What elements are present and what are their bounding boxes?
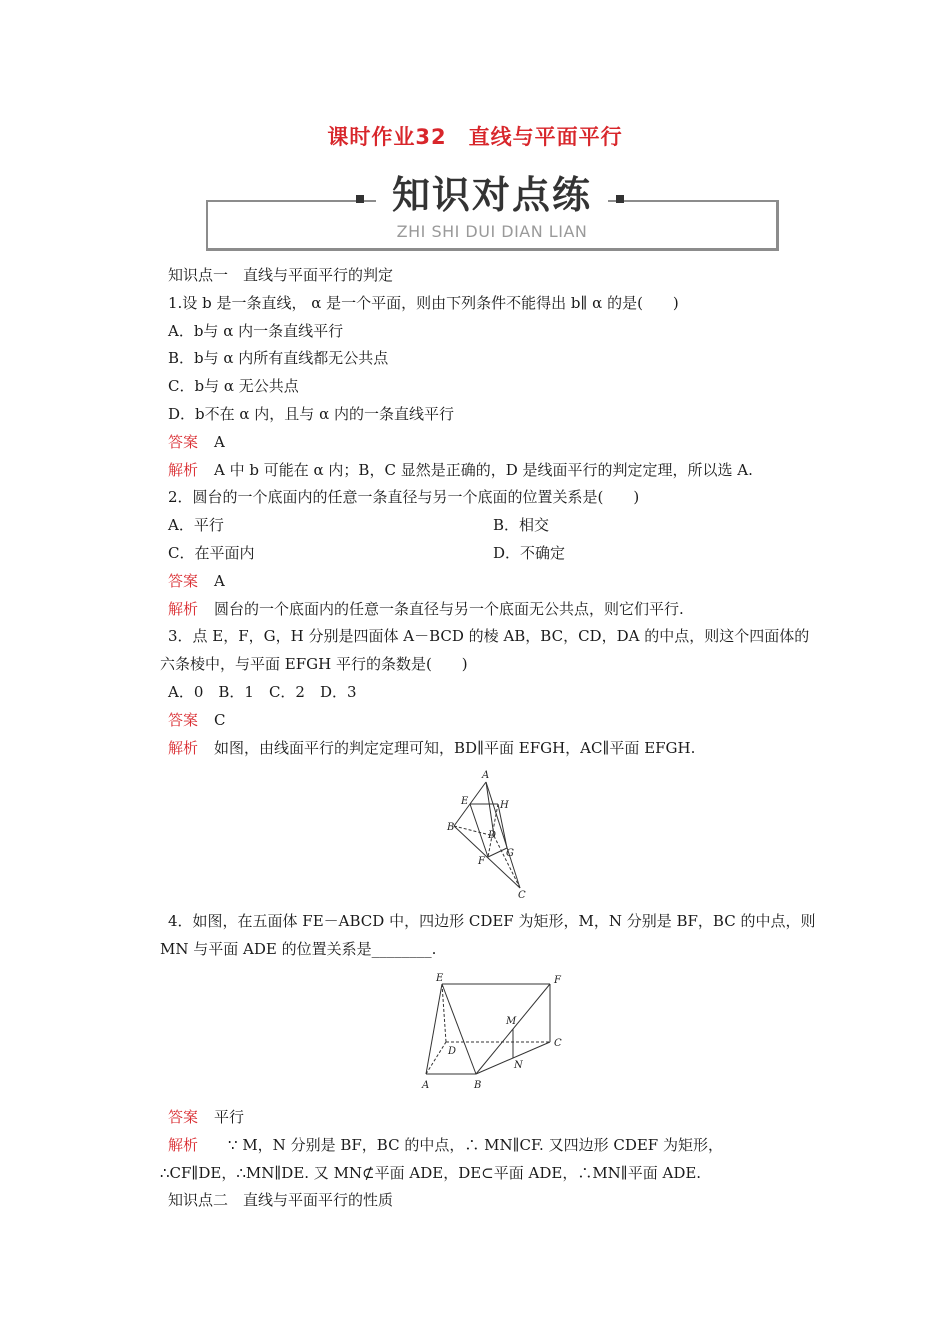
banner-dot-right <box>616 195 624 203</box>
fig4-label-f: F <box>554 974 561 986</box>
q2-option-d: D．不确定 <box>493 543 566 562</box>
q1-option-b: B．b与 α 内所有直线都无公共点 <box>168 349 389 368</box>
q3-analysis <box>168 735 818 763</box>
q1-option-a: A．b与 α 内一条直线平行 <box>168 321 344 340</box>
page-title: 课时作业32 直线与平面平行 <box>327 125 623 149</box>
fig4-label-e: E <box>436 972 444 984</box>
q2-options-row-2 <box>168 540 818 568</box>
fig3-label-f: F <box>478 856 485 868</box>
section-heading-2: 知识点二 直线与平面平行的性质 <box>168 1191 394 1210</box>
fig3-label-e: E <box>461 796 469 808</box>
q3-analysis-text: 如图，由线面平行的判定定理可知，BD∥平面 EFGH，AC∥平面 EFGH. <box>214 738 696 757</box>
q3-answer-value: C <box>214 710 226 729</box>
answer-label: 答案 <box>168 1107 199 1126</box>
q4-analysis-line-2: ∴CF∥DE，∴MN∥DE. 又 MN⊄平面 ADE，DE⊂平面 ADE，∴MN∥平面 ADE. <box>160 1163 702 1182</box>
banner-dot-left <box>356 195 364 203</box>
q1-stem: 1.设 b 是一条直线， α 是一个平面，则由下列条件不能得出 b∥ α 的是( ) <box>168 293 679 312</box>
tetrahedron-figure <box>447 766 538 902</box>
fig4-label-m: M <box>506 1015 517 1027</box>
fig3-label-a: A <box>482 770 490 782</box>
fig4-label-c: C <box>554 1037 562 1049</box>
q1-analysis <box>168 457 818 485</box>
q3-stem-line-1: 3．点 E，F，G，H 分别是四面体 A－BCD 的棱 AB，BC，CD，DA 的中点，则这个四面体的 <box>168 627 810 646</box>
analysis-label: 解析 <box>168 460 199 479</box>
fig4-label-a: A <box>422 1079 430 1091</box>
q2-answer <box>168 568 818 596</box>
fig3-label-d: D <box>488 830 497 842</box>
q3-options: A．0 B．1 C．2 D．3 <box>168 682 357 701</box>
q4-answer-value: 平行 <box>214 1107 245 1126</box>
q2-option-a: A．平行 <box>168 516 224 535</box>
fig3-label-b: B <box>447 822 455 834</box>
pentahedron-figure <box>416 972 572 1096</box>
q2-answer-value: A <box>214 571 225 590</box>
q4-stem-line-1: 4．如图，在五面体 FE－ABCD 中，四边形 CDEF 为矩形，M，N 分别是 BF，BC 的中点，则 <box>168 912 816 931</box>
fig4-label-b: B <box>474 1079 482 1091</box>
banner-subtitle: ZHI SHI DUI DIAN LIAN <box>396 222 588 241</box>
q2-analysis-text: 圆台的一个底面内的任意一条直径与另一个底面无公共点，则它们平行. <box>214 599 684 618</box>
q2-stem: 2．圆台的一个底面内的任意一条直径与另一个底面的位置关系是( ) <box>168 488 640 507</box>
q1-answer <box>168 429 818 457</box>
fig3-label-g: G <box>506 848 514 860</box>
document-body <box>160 262 818 1215</box>
q4-analysis-text-1: ∵ M，N 分别是 BF，BC 的中点，∴ MN∥CF. 又四边形 CDEF 为矩形， <box>228 1135 723 1154</box>
section-banner <box>206 172 778 250</box>
q4-stem-line-2: MN 与平面 ADE 的位置关系是________. <box>160 940 437 959</box>
q3-stem-line-2: 六条棱中，与平面 EFGH 平行的条数是( ) <box>160 655 468 674</box>
answer-label: 答案 <box>168 571 199 590</box>
banner-title: 知识对点练 <box>376 172 608 218</box>
answer-label: 答案 <box>168 432 199 451</box>
q3-answer <box>168 707 818 735</box>
q2-option-b: B．相交 <box>493 516 550 535</box>
q1-answer-value: A <box>214 432 225 451</box>
q4-analysis-line-1 <box>168 1132 818 1160</box>
q2-option-c: C．在平面内 <box>168 543 255 562</box>
fig3-label-c: C <box>518 890 526 902</box>
analysis-label: 解析 <box>168 599 199 618</box>
fig4-label-n: N <box>514 1059 523 1071</box>
q4-answer <box>168 1104 818 1132</box>
analysis-label: 解析 <box>168 1135 199 1154</box>
q2-analysis <box>168 596 818 624</box>
analysis-label: 解析 <box>168 738 199 757</box>
q1-analysis-text: A 中 b 可能在 α 内；B，C 显然是正确的，D 是线面平行的判定定理，所以选 A. <box>214 460 753 479</box>
section-heading-1: 知识点一 直线与平面平行的判定 <box>168 266 394 284</box>
q2-options-row-1 <box>168 512 818 540</box>
fig3-label-h: H <box>500 800 509 812</box>
answer-label: 答案 <box>168 710 199 729</box>
q1-option-c: C．b与 α 无公共点 <box>168 377 299 396</box>
fig4-label-d: D <box>448 1045 457 1057</box>
q1-option-d: D．b不在 α 内，且与 α 内的一条直线平行 <box>168 404 454 423</box>
